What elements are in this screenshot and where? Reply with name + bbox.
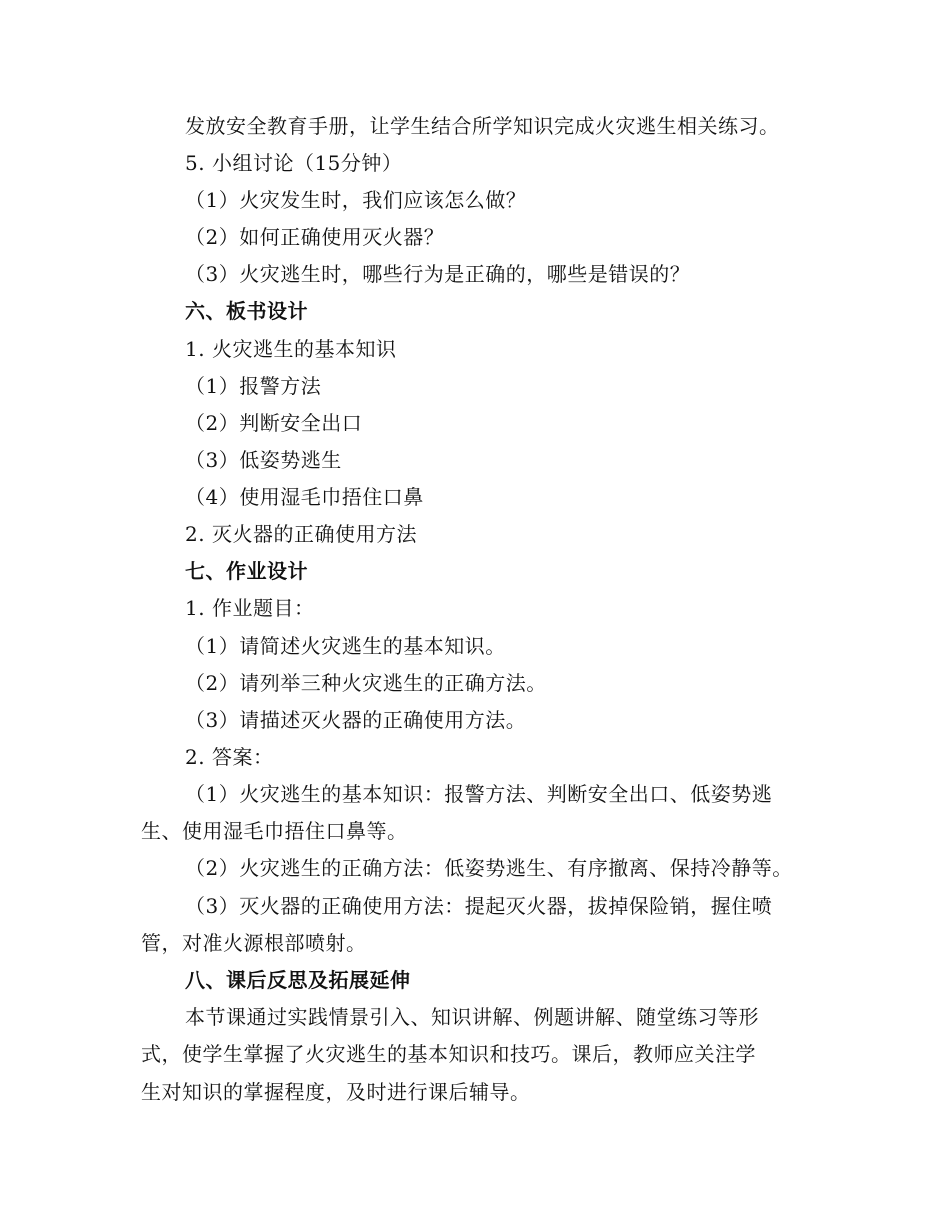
discussion-item: （3）火灾逃生时，哪些行为是正确的，哪些是错误的？ (185, 262, 691, 286)
homework-item: 2. 答案： (185, 745, 274, 769)
board-subitem: （1）报警方法 (185, 374, 322, 398)
board-item: 1. 火灾逃生的基本知识 (185, 337, 397, 361)
board-subitem: （2）判断安全出口 (185, 411, 363, 435)
reflection-paragraph-line: 本节课通过实践情景引入、知识讲解、例题讲解、随堂练习等形 (185, 1005, 759, 1029)
board-subitem: （3）低姿势逃生 (185, 448, 342, 472)
board-subitem: （4）使用湿毛巾捂住口鼻 (185, 485, 424, 509)
reflection-paragraph-line: 生对知识的掌握程度，及时进行课后辅导。 (141, 1080, 531, 1104)
homework-item: 1. 作业题目： (185, 596, 315, 620)
board-item: 2. 灭火器的正确使用方法 (185, 522, 417, 546)
section-heading-reflection: 八、课后反思及拓展延伸 (185, 968, 411, 992)
answer-line: 管，对准火源根部喷射。 (141, 931, 367, 955)
reflection-paragraph-line: 式，使学生掌握了火灾逃生的基本知识和技巧。课后，教师应关注学 (141, 1042, 756, 1066)
homework-question: （2）请列举三种火灾逃生的正确方法。 (185, 671, 547, 695)
discussion-item: （2）如何正确使用灭火器？ (185, 225, 445, 249)
homework-question: （3）请描述灭火器的正确使用方法。 (185, 708, 527, 732)
answer-line: （1）火灾逃生的基本知识：报警方法、判断安全出口、低姿势逃 (185, 782, 773, 806)
section-heading-board-design: 六、板书设计 (185, 299, 308, 323)
discussion-item: （1）火灾发生时，我们应该怎么做？ (185, 188, 527, 212)
answer-line: 生、使用湿毛巾捂住口鼻等。 (141, 819, 408, 843)
group-discussion-title: 5. 小组讨论（15分钟） (185, 151, 403, 175)
section-heading-homework: 七、作业设计 (185, 559, 308, 583)
answer-line: （2）火灾逃生的正确方法：低姿势逃生、有序撤离、保持冷静等。 (185, 856, 793, 880)
intro-text: 发放安全教育手册，让学生结合所学知识完成火灾逃生相关练习。 (185, 114, 780, 138)
answer-line: （3）灭火器的正确使用方法：提起灭火器，拔掉保险销，握住喷 (185, 894, 773, 918)
homework-question: （1）请简述火灾逃生的基本知识。 (185, 634, 506, 658)
